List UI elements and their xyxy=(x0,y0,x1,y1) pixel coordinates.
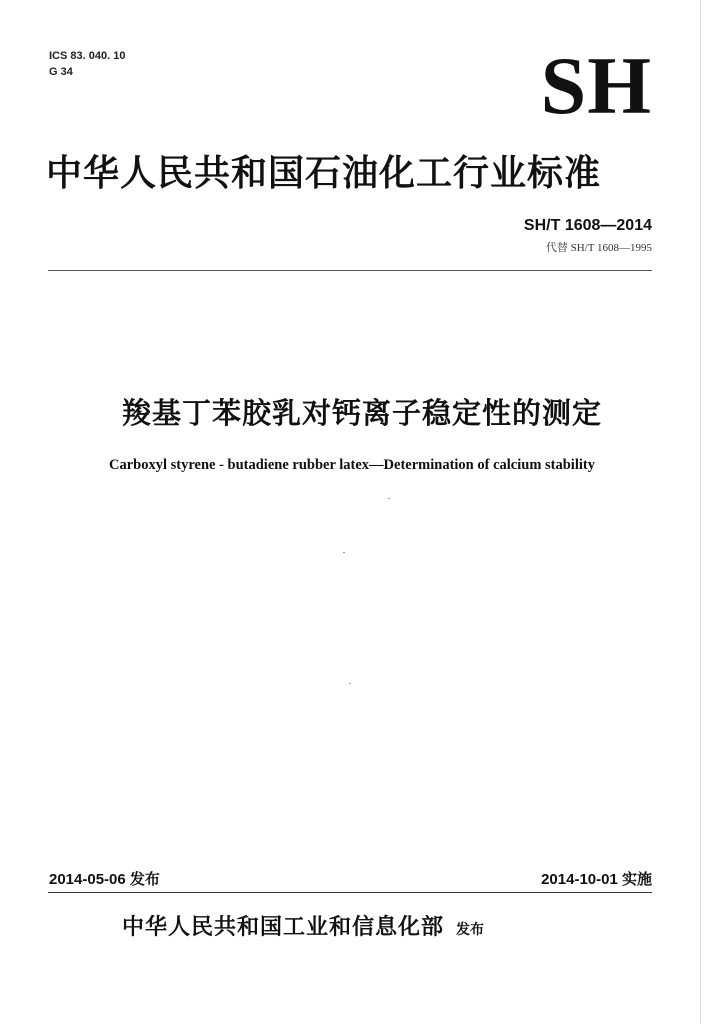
standard-category-title: 中华人民共和国石油化工行业标准 xyxy=(46,153,602,194)
document-title-chinese: 羧基丁苯胶乳对钙离子稳定性的测定 xyxy=(121,396,602,430)
replaces-standard: 代替 SH/T 1608—1995 xyxy=(545,242,652,254)
scan-speck xyxy=(343,552,345,553)
top-divider xyxy=(48,270,652,271)
standard-number: SH/T 1608—2014 xyxy=(523,217,652,234)
issuer-name: 中华人民共和国工业和信息化部 xyxy=(122,915,445,940)
issuer-block xyxy=(122,912,484,946)
issue-date: 2014-05-06 发布 xyxy=(49,871,160,888)
ics-code: ICS 83. 040. 10 xyxy=(49,50,126,62)
scan-speck xyxy=(388,498,390,499)
document-title-english: Carboxyl styrene - butadiene rubber latex—Determination of calcium stability xyxy=(109,457,595,473)
classification-codes xyxy=(49,48,125,80)
sh-logo: SH xyxy=(540,40,652,131)
issuer-suffix: 发布 xyxy=(456,922,485,938)
implementation-date: 2014-10-01 实施 xyxy=(541,871,652,888)
ccs-code: G 34 xyxy=(49,66,73,78)
scan-speck xyxy=(349,683,351,684)
bottom-divider xyxy=(48,892,652,893)
page-edge xyxy=(700,0,701,1024)
